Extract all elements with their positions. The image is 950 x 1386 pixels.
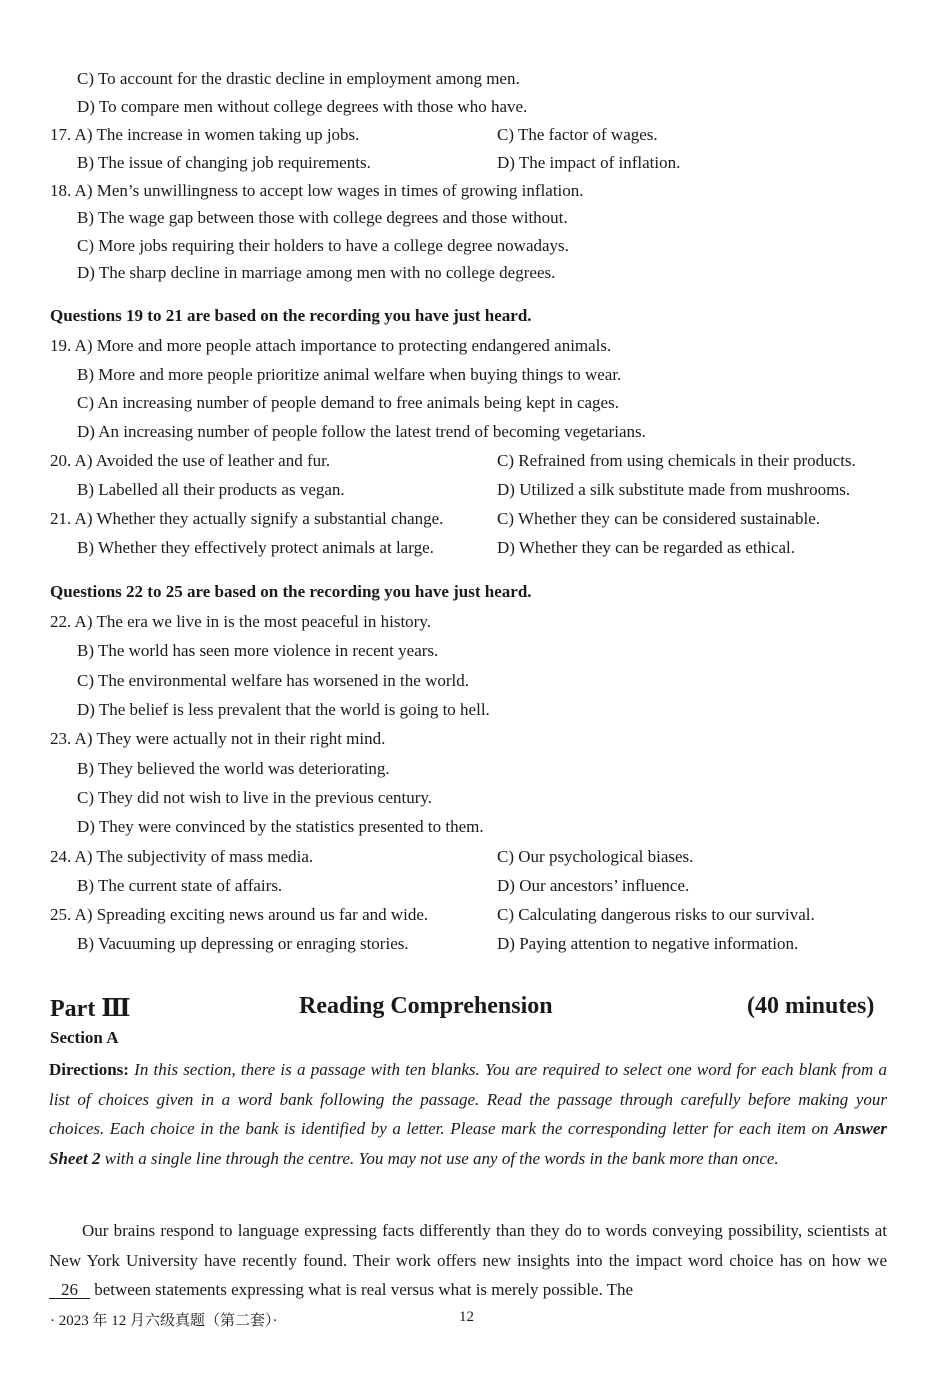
q23-option-c: C) They did not wish to live in the previous century. <box>77 788 433 807</box>
q21-option-d: D) Whether they can be regarded as ethical. <box>497 538 795 557</box>
footer-exam-label: · 2023 年 12 月六级真题（第二套）· <box>50 1313 278 1329</box>
q21-option-c: C) Whether they can be considered sustainable. <box>497 509 821 528</box>
blank-26: 26 <box>49 1281 90 1299</box>
q18-option-c: C) More jobs requiring their holders to have a college degree nowadays. <box>77 236 569 255</box>
q21-option-a: 21. A) Whether they actually signify a substantial change. <box>50 509 444 528</box>
part-title: Reading Comprehension <box>299 993 553 1019</box>
q23-option-d: D) They were convinced by the statistics presented to them. <box>77 817 484 836</box>
reading-passage <box>49 1216 887 1305</box>
q23-option-b: B) They believed the world was deteriorating. <box>77 759 390 778</box>
q22-option-b: B) The world has seen more violence in recent years. <box>77 641 439 660</box>
section-title: Section A <box>50 1028 119 1047</box>
q17-option-d: D) The impact of inflation. <box>497 153 681 172</box>
directions-label: Directions: <box>49 1060 129 1079</box>
directions-paragraph <box>49 1055 887 1173</box>
passage-text-2: between statements expressing what is real versus what is merely possible. The <box>90 1280 634 1299</box>
q20-option-b: B) Labelled all their products as vegan. <box>77 480 345 499</box>
q17-option-b: B) The issue of changing job requirements. <box>77 153 371 172</box>
q19-option-c: C) An increasing number of people demand to free animals being kept in cages. <box>77 393 619 412</box>
q18-option-d: D) The sharp decline in marriage among men with no college degrees. <box>77 263 556 282</box>
part-number: Part Ⅲ <box>50 996 131 1022</box>
q22-option-d: D) The belief is less prevalent that the world is going to hell. <box>77 700 490 719</box>
directions-text-1: In this section, there is a passage with ten blanks. You are required to select one word for each blank from a list of choices given in a word bank following the passage. Read the passage through carefully before making your choices. Each choice in the bank is identified by a letter. Please mark the corresponding letter for each item on <box>49 1060 887 1138</box>
q19-option-a: 19. A) More and more people attach importance to protecting endangered animals. <box>50 336 612 355</box>
q24-option-a: 24. A) The subjectivity of mass media. <box>50 847 314 866</box>
q25-option-a: 25. A) Spreading exciting news around us far and wide. <box>50 905 429 924</box>
q19-option-b: B) More and more people prioritize animal welfare when buying things to wear. <box>77 365 622 384</box>
q23-option-a: 23. A) They were actually not in their right mind. <box>50 729 386 748</box>
q25-option-d: D) Paying attention to negative information. <box>497 934 799 953</box>
q20-option-a: 20. A) Avoided the use of leather and fur. <box>50 451 331 470</box>
q22-option-c: C) The environmental welfare has worsened in the world. <box>77 671 469 690</box>
q25-option-b: B) Vacuuming up depressing or enraging stories. <box>77 934 409 953</box>
q16-option-c: C) To account for the drastic decline in employment among men. <box>77 69 520 88</box>
page-number: 12 <box>459 1309 474 1325</box>
q17-option-a: 17. A) The increase in women taking up jobs. <box>50 125 360 144</box>
heading-questions-22-25: Questions 22 to 25 are based on the recording you have just heard. <box>50 582 532 601</box>
passage-text-1: Our brains respond to language expressing facts differently than they do to words conveying possibility, scientists at New York University have recently found. Their work offers new insights into the impact word choice has on how we <box>49 1221 887 1270</box>
q16-option-d: D) To compare men without college degrees with those who have. <box>77 97 528 116</box>
q18-option-b: B) The wage gap between those with college degrees and those without. <box>77 208 568 227</box>
q24-option-b: B) The current state of affairs. <box>77 876 283 895</box>
q19-option-d: D) An increasing number of people follow the latest trend of becoming vegetarians. <box>77 422 646 441</box>
q25-option-c: C) Calculating dangerous risks to our survival. <box>497 905 815 924</box>
q24-option-d: D) Our ancestors’ influence. <box>497 876 690 895</box>
q21-option-b: B) Whether they effectively protect animals at large. <box>77 538 434 557</box>
q24-option-c: C) Our psychological biases. <box>497 847 694 866</box>
answer-sheet-reference: Answer Sheet 2 <box>49 1119 887 1168</box>
q20-option-c: C) Refrained from using chemicals in their products. <box>497 451 856 470</box>
q17-option-c: C) The factor of wages. <box>497 125 658 144</box>
q22-option-a: 22. A) The era we live in is the most peaceful in history. <box>50 612 431 631</box>
part-time: (40 minutes) <box>747 993 875 1019</box>
q20-option-d: D) Utilized a silk substitute made from mushrooms. <box>497 480 851 499</box>
heading-questions-19-21: Questions 19 to 21 are based on the recording you have just heard. <box>50 306 532 325</box>
directions-text-2: with a single line through the centre. You may not use any of the words in the bank more than once. <box>100 1148 779 1168</box>
q18-option-a: 18. A) Men’s unwillingness to accept low wages in times of growing inflation. <box>50 181 584 200</box>
